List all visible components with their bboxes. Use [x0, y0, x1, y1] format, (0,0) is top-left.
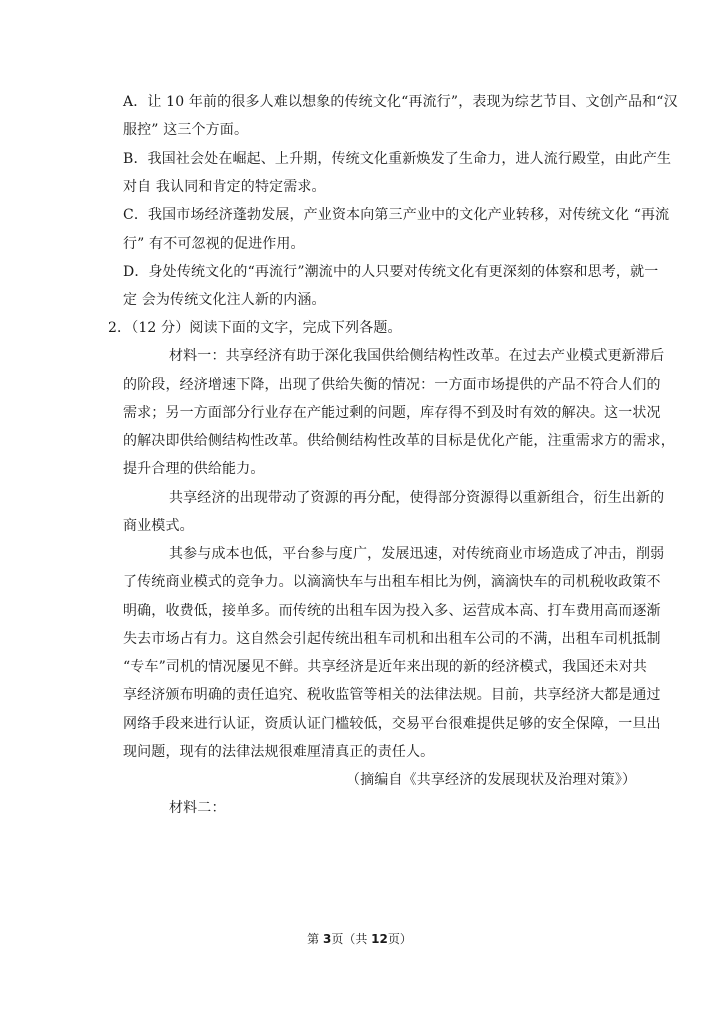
material-1-line: 共享经济的出现带动了资源的再分配，使得部分资源得以重新组合，衍生出新的	[169, 490, 665, 506]
option-c-line-1: C．我国市场经济蓬勃发展，产业资本向第三产业中的文化产业转移，对传统文化 “再流	[123, 207, 670, 223]
material-1-line: 享经济颁布明确的责任追究、税收监管等相关的法律法规。目前，共享经济大都是通过	[123, 687, 661, 703]
material-1-line: 的阶段，经济增速下降，出现了供给失衡的情况：一方面市场提供的产品不符合人们的	[123, 377, 661, 393]
option-b-line-1: B．我国社会处在崛起、上升期，传统文化重新焕发了生命力，进人流行殿堂，由此产生	[123, 151, 672, 167]
material-1-line: 现问题，现有的法律法规很难厘清真正的责任人。	[123, 744, 435, 760]
total-pages-number: 12	[371, 932, 388, 946]
page-footer	[0, 931, 719, 947]
option-c-line-2: 行” 有不可忽视的促进作用。	[123, 236, 305, 252]
footer-middle: 页（共	[331, 932, 372, 946]
material-1-line: 网络手段来进行认证，资质认证门槛较低，交易平台很难提供足够的安全保障，一旦出	[123, 716, 661, 732]
current-page-number: 3	[322, 932, 332, 946]
material-1-line: “专车”司机的情况屡见不鲜。共享经济是近年来出现的新的经济模式，我国还未对共	[123, 659, 648, 675]
material-1-line: 明确，收费低，接单多。而传统的出租车因为投入多、运营成本高、打车费用高而逐渐	[123, 603, 661, 619]
source-citation: （摘编自《共享经济的发展现状及治理对策》）	[346, 772, 637, 788]
material-1-line: 提升合理的供给能力。	[123, 461, 265, 477]
option-a-line-2: 服控” 这三个方面。	[123, 122, 249, 138]
material-1-line: 了传统商业模式的竞争力。以滴滴快车与出租车相比为例，滴滴快车的司机税收政策不	[123, 574, 661, 590]
option-d-line-2: 定 会为传统文化注人新的内涵。	[123, 292, 326, 308]
material-1-line: 失去市场占有力。这自然会引起传统出租车司机和出租车公司的不满，出租车司机抵制	[123, 631, 661, 647]
option-a-line-1: A．让 10 年前的很多人难以想象的传统文化“再流行”，表现为综艺节目、文创产品和“汉	[123, 94, 678, 110]
material-1-line: 材料一：共享经济有助于深化我国供给侧结构性改革。在过去产业模式更新滞后	[169, 348, 665, 364]
footer-suffix: 页）	[387, 932, 412, 946]
option-d-line-1: D．身处传统文化的“再流行”潮流中的人只要对传统文化有更深刻的体察和思考，就一	[123, 264, 659, 280]
footer-prefix: 第	[307, 932, 323, 946]
material-1-line: 的解决即供给侧结构性改革。供给侧结构性改革的目标是优化产能，注重需求方的需求，	[123, 433, 675, 449]
material-1-line: 其参与成本也低，平台参与度广，发展迅速，对传统商业市场造成了冲击，削弱	[169, 546, 665, 562]
question-2-stem: 2．（12 分）阅读下面的文字，完成下列各题。	[108, 320, 402, 336]
material-2-label: 材料二：	[169, 800, 226, 816]
material-1-line: 需求；另一方面部分行业存在产能过剩的问题，库存得不到及时有效的解决。这一状况	[123, 405, 661, 421]
material-1-line: 商业模式。	[123, 518, 194, 534]
option-b-line-2: 对自 我认同和肯定的特定需求。	[123, 179, 326, 195]
